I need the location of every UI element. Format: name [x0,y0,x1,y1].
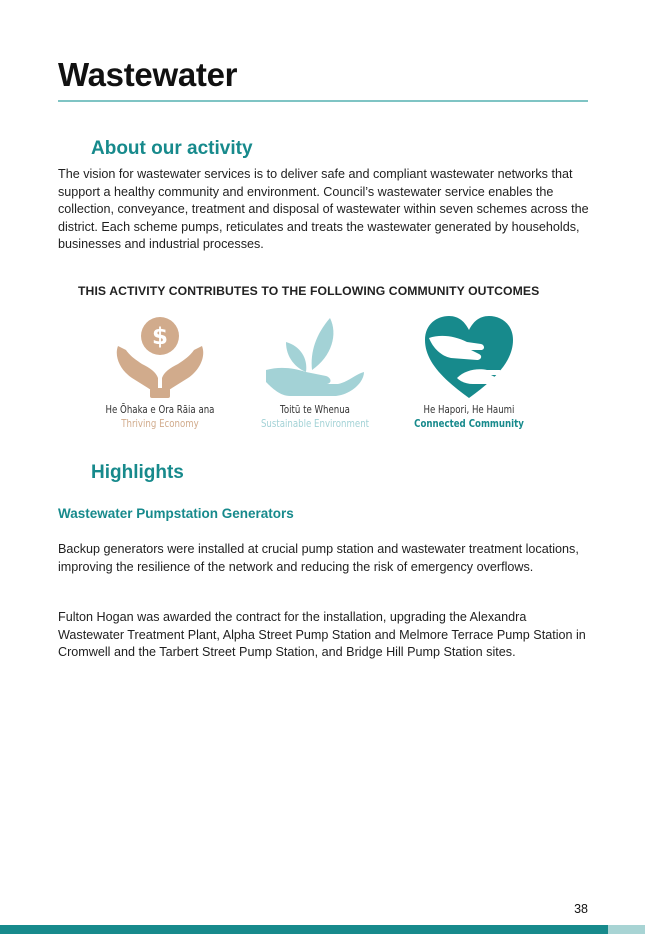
outcome-english-label: Sustainable Environment [260,418,370,430]
svg-text:$: $ [151,324,169,350]
footer-bar [0,925,608,934]
title-divider [58,100,588,102]
outcome-maori-label: He Ōhaka e Ora Rāia ana [105,404,215,416]
heart-hands-icon [421,312,517,400]
outcome-maori-label: Toitū te Whenua [280,404,350,416]
hands-dollar-icon [112,312,208,400]
about-paragraph: The vision for wastewater services is to deliver safe and compliant wastewater networks that support a healthy community and environment. Council’s wastewater service enables the collection, conveyance, treatment and disposal of wastewater within seven schemes across the district. Each scheme pumps, reticulates and treats the wastewater generated by households, businesses and industrial processes. [58,167,589,251]
page-title: Wastewater [58,56,238,93]
highlights-heading: Highlights [91,462,184,483]
highlight-subheading: Wastewater Pumpstation Generators [58,506,294,521]
about-heading: About our activity [91,138,253,159]
outcome-sustainable-environment [240,312,390,430]
highlight-paragraph: Fulton Hogan was awarded the contract for the installation, upgrading the Alexandra Wastewater Treatment Plant, Alpha Street Pump Station and Melmore Terrace Pump Station in Cromwell and the Tarbert Street Pump Station, and Bridge Hill Pump Station sites. [58,610,586,659]
outcome-english-label: Connected Community [414,418,524,430]
highlight-paragraph: Backup generators were installed at crucial pump station and wastewater treatment locations, improving the resilience of the network and reducing the risk of emergency overflows. [58,542,579,574]
page-number: 38 [574,902,588,916]
outcome-maori-label: He Hapori, He Haumi [423,404,515,416]
outcome-connected-community [394,312,544,430]
outcome-thriving-economy [85,312,235,430]
hand-leaves-icon [260,312,370,400]
outcome-english-label: Thriving Economy [121,418,199,430]
footer-bar-accent [608,925,645,934]
outcomes-heading: THIS ACTIVITY CONTRIBUTES TO THE FOLLOWING COMMUNITY OUTCOMES [78,284,540,298]
